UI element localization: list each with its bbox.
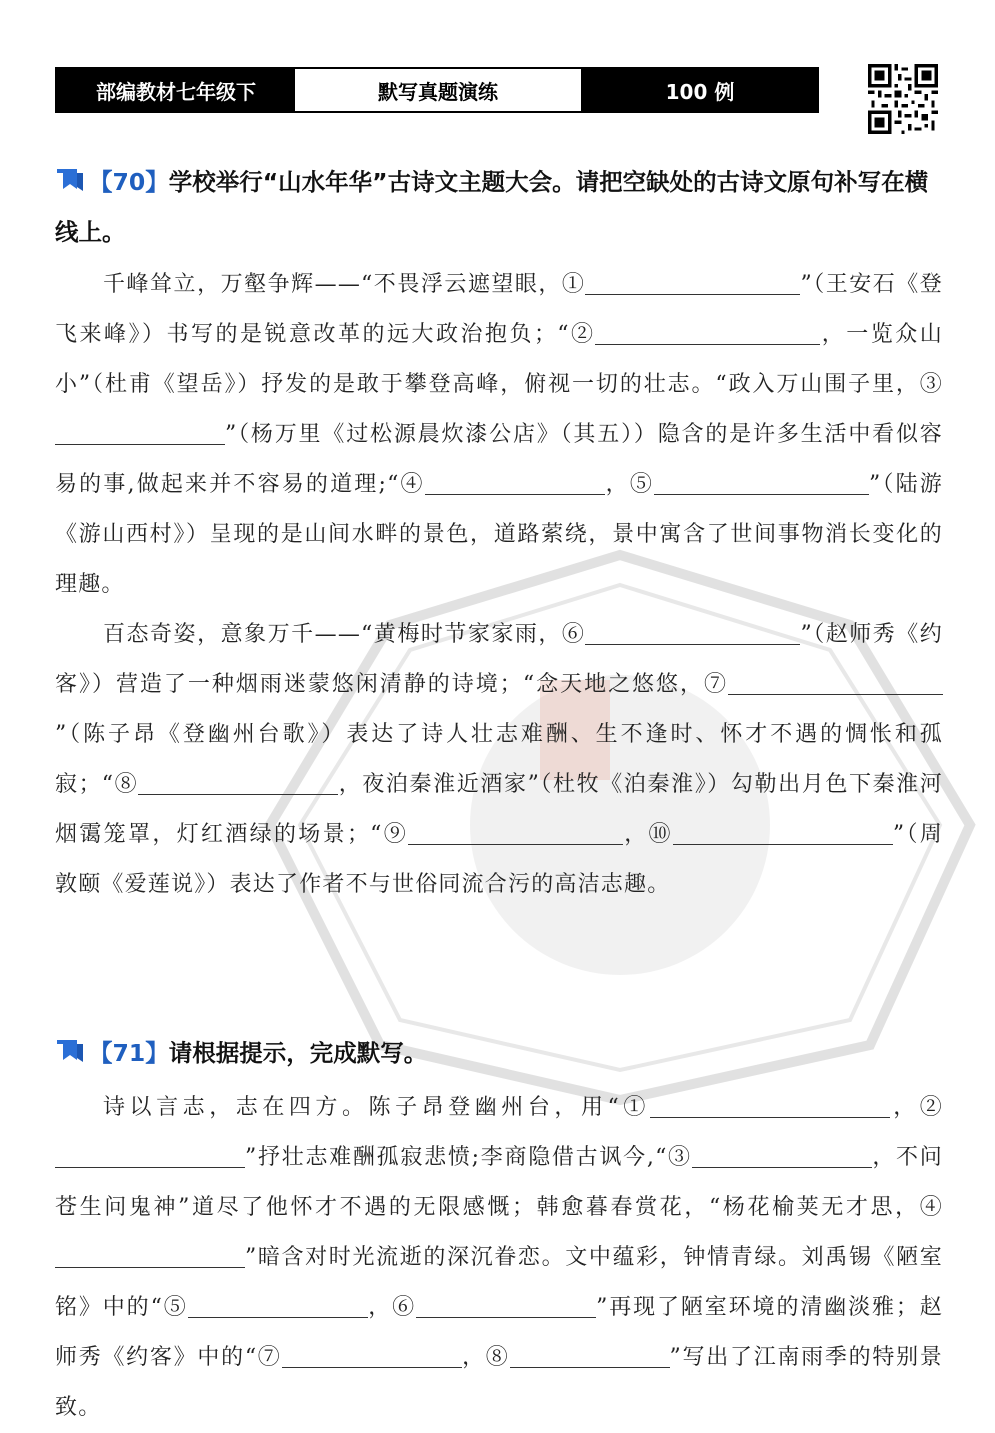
answer-blank[interactable]: [138, 768, 338, 795]
answer-blank[interactable]: [282, 1341, 462, 1368]
answer-blank[interactable]: [585, 618, 800, 645]
question-71-heading: [55, 1028, 945, 1078]
question-71-body: [55, 1083, 943, 1433]
header-bar: [55, 67, 819, 113]
question-70-paragraph-1: 千峰耸立，万壑争辉——“不畏浮云遮望眼，① ”（王安石《登飞来峰》）书写的是锐意改革的远大政治抱负；“② ，一览众山小”（杜甫《望岳》）抒发的是敢于攀登高峰，俯视一切的壮志。“政入万山围子里，③”（杨万里《过松源晨炊漆公店》（其五））隐含的是许多生活中看似容易的事,做起来并不容易的道理;“④ ，⑤ ”（陆游《游山西村》）呈现的是山间水畔的景色，道路萦绕，景中寓含了世间事物消长变化的理趣。: [55, 260, 943, 610]
question-71-number: 【71】: [89, 1039, 169, 1067]
question-70-number: 【70】: [89, 168, 169, 196]
question-70-body: [55, 260, 943, 910]
answer-blank[interactable]: [55, 418, 225, 445]
answer-blank[interactable]: [654, 468, 869, 495]
answer-blank[interactable]: [188, 1291, 368, 1318]
answer-blank[interactable]: [595, 318, 820, 345]
answer-blank[interactable]: [55, 1241, 245, 1268]
bookmark-flag-icon: [55, 1038, 85, 1064]
answer-blank[interactable]: [510, 1341, 670, 1368]
answer-blank[interactable]: [585, 268, 800, 295]
answer-blank[interactable]: [728, 668, 943, 695]
question-71-paragraph-1: 诗以言志，志在四方。陈子昂登幽州台，用“① ，②”抒壮志难酬孤寂悲愤;李商隐借古讽今,“③ ，不问苍生问鬼神”道尽了他怀才不遇的无限感慨；韩愈暮春赏花，“杨花榆荚无才思，④”暗含对时光流逝的深沉眷恋。文中蕴彩，钟情青绿。刘禹锡《陋室铭》中的“⑤ ，⑥ ”再现了陋室环境的清幽淡雅；赵师秀《约客》中的“⑦ ，⑧ ”写出了江南雨季的特别景致。: [55, 1083, 943, 1433]
qr-code-icon: [868, 64, 938, 134]
answer-blank[interactable]: [55, 1141, 245, 1168]
answer-blank[interactable]: [673, 818, 893, 845]
answer-blank[interactable]: [692, 1141, 872, 1168]
question-70-heading: [55, 157, 945, 257]
header-title: 默写真题演练: [295, 69, 583, 111]
header-grade: 部编教材七年级下: [57, 69, 295, 111]
header-count: 100 例: [583, 69, 817, 111]
answer-blank[interactable]: [416, 1291, 596, 1318]
question-70-paragraph-2: 百态奇姿，意象万千——“黄梅时节家家雨，⑥ ”（赵师秀《约客》）营造了一种烟雨迷蒙悠闲清静的诗境；“念天地之悠悠，⑦”（陈子昂《登幽州台歌》）表达了诗人壮志难酬、生不逢时、怀才不遇的惆怅和孤寂；“⑧ ，夜泊秦淮近酒家”（杜牧《泊秦淮》）勾勒出月色下秦淮河烟霭笼罩，灯红酒绿的场景；“⑨ ，⑩ ”（周敦颐《爱莲说》）表达了作者不与世俗同流合污的高洁志趣。: [55, 610, 943, 910]
answer-blank[interactable]: [408, 818, 623, 845]
answer-blank[interactable]: [650, 1091, 890, 1118]
question-70-title: 学校举行“山水年华”古诗文主题大会。请把空缺处的古诗文原句补写在横线上。: [55, 168, 929, 246]
bookmark-flag-icon: [55, 167, 85, 193]
question-71-title: 请根据提示，完成默写。: [168, 1039, 428, 1067]
answer-blank[interactable]: [425, 468, 605, 495]
